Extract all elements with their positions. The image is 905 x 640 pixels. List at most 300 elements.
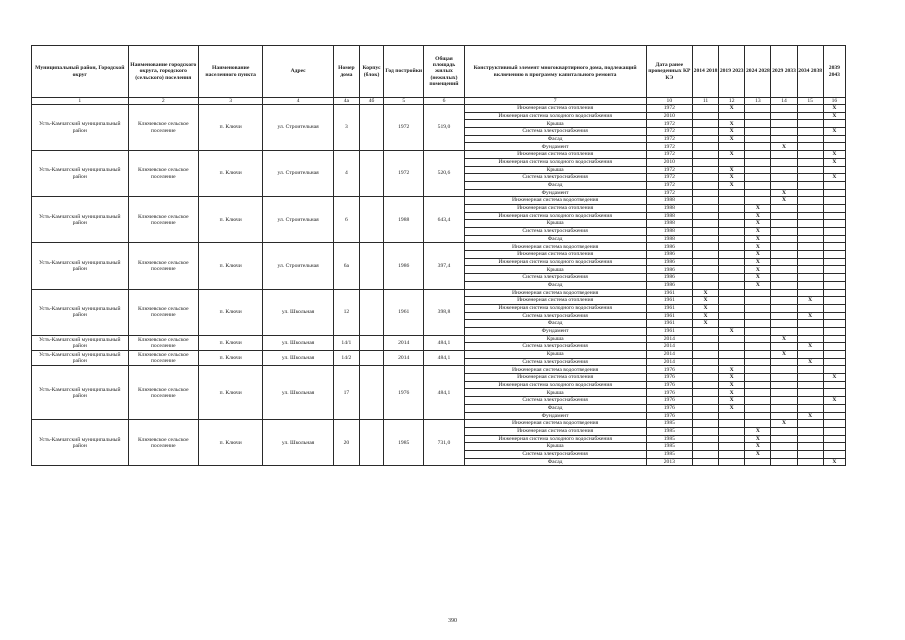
period-mark xyxy=(823,235,845,243)
period-mark xyxy=(719,220,745,228)
table-row xyxy=(32,420,846,428)
municipal-district: Усть-Камчатский муниципальный район xyxy=(32,351,129,366)
period-mark xyxy=(823,412,845,420)
period-mark xyxy=(745,120,771,128)
period-mark xyxy=(771,404,797,412)
municipal-district: Усть-Камчатский муниципальный район xyxy=(32,197,129,243)
period-mark xyxy=(745,297,771,305)
street-address: ул. Школьная xyxy=(263,289,333,335)
period-mark xyxy=(797,420,823,428)
period-mark xyxy=(745,458,771,466)
period-mark: X xyxy=(719,366,745,374)
period-mark xyxy=(797,258,823,266)
period-mark: X xyxy=(823,397,845,405)
period-mark xyxy=(771,312,797,320)
header-mun: Муниципальный район, Городской округ xyxy=(32,46,129,98)
municipal-district: Усть-Камчатский муниципальный район xyxy=(32,366,129,420)
column-number: 12 xyxy=(719,98,745,105)
period-mark xyxy=(823,358,845,366)
total-area: 731,0 xyxy=(424,420,464,466)
capital-repair-table xyxy=(31,45,846,466)
municipal-district: Усть-Камчатский муниципальный район xyxy=(32,420,129,466)
header-settlement: Наименование городского округа, городского (сельского) поселения xyxy=(128,46,198,98)
period-mark xyxy=(692,174,718,182)
period-mark xyxy=(797,251,823,259)
structural-element: Инженерная система отопления xyxy=(464,427,646,435)
period-mark xyxy=(797,235,823,243)
locality: п. Ключи xyxy=(199,420,263,466)
period-mark: X xyxy=(719,128,745,136)
period-mark xyxy=(771,358,797,366)
column-number: 15 xyxy=(797,98,823,105)
column-number: 1 xyxy=(32,98,129,105)
table-body xyxy=(32,105,846,466)
period-mark xyxy=(771,281,797,289)
period-mark: X xyxy=(771,143,797,151)
period-mark xyxy=(745,143,771,151)
period-mark xyxy=(771,212,797,220)
period-mark: X xyxy=(823,151,845,159)
structural-element: Инженерная система отопления xyxy=(464,374,646,382)
period-mark: X xyxy=(745,212,771,220)
period-mark xyxy=(771,235,797,243)
period-mark xyxy=(745,105,771,113)
column-number: 4 xyxy=(263,98,333,105)
period-mark xyxy=(719,281,745,289)
previous-repair-date: 1972 xyxy=(646,143,692,151)
period-mark xyxy=(745,189,771,197)
period-mark: X xyxy=(745,281,771,289)
period-mark xyxy=(692,243,718,251)
previous-repair-date: 1986 xyxy=(646,251,692,259)
settlement: Ключевское сельское поселение xyxy=(128,289,198,335)
municipal-district: Усть-Камчатский муниципальный район xyxy=(32,289,129,335)
period-mark xyxy=(719,420,745,428)
house-number: 6а xyxy=(333,243,359,289)
structural-element: Крыша xyxy=(464,166,646,174)
period-mark xyxy=(797,135,823,143)
period-mark xyxy=(692,220,718,228)
structural-element: Инженерная система холодного водоснабжения xyxy=(464,112,646,120)
structural-element: Фундамент xyxy=(464,327,646,335)
header-area: Общая площадь жилых (нежилых) помещений xyxy=(424,46,464,98)
table-row xyxy=(32,366,846,374)
period-mark xyxy=(692,458,718,466)
period-mark xyxy=(692,443,718,451)
structural-element: Система электроснабжения xyxy=(464,358,646,366)
total-area: 484,1 xyxy=(424,351,464,366)
locality: п. Ключи xyxy=(199,197,263,243)
period-mark xyxy=(719,312,745,320)
period-mark xyxy=(719,251,745,259)
period-mark xyxy=(692,343,718,351)
period-mark xyxy=(692,281,718,289)
previous-repair-date: 1985 xyxy=(646,420,692,428)
period-mark: X xyxy=(745,427,771,435)
previous-repair-date: 1976 xyxy=(646,381,692,389)
header-element: Конструктивный элемент многоквартирного дома, подлежащий включению в программу капитального ремонта xyxy=(464,46,646,98)
period-mark: X xyxy=(823,374,845,382)
period-mark xyxy=(771,128,797,136)
period-mark xyxy=(719,335,745,343)
street-address: ул. Школьная xyxy=(263,420,333,466)
previous-repair-date: 2014 xyxy=(646,358,692,366)
period-mark xyxy=(823,212,845,220)
period-mark: X xyxy=(719,105,745,113)
period-mark xyxy=(797,327,823,335)
period-mark xyxy=(797,458,823,466)
column-number: 5 xyxy=(384,98,424,105)
period-mark: X xyxy=(797,412,823,420)
structural-element: Система электроснабжения xyxy=(464,274,646,282)
period-mark xyxy=(797,320,823,328)
previous-repair-date: 2010 xyxy=(646,112,692,120)
period-mark: X xyxy=(719,135,745,143)
period-mark xyxy=(797,105,823,113)
previous-repair-date: 1961 xyxy=(646,297,692,305)
structural-element: Инженерная система водоотведения xyxy=(464,197,646,205)
period-mark xyxy=(745,389,771,397)
period-mark: X xyxy=(771,335,797,343)
period-mark xyxy=(719,297,745,305)
period-mark xyxy=(771,251,797,259)
period-mark xyxy=(823,404,845,412)
settlement: Ключевское сельское поселение xyxy=(128,351,198,366)
settlement: Ключевское сельское поселение xyxy=(128,366,198,420)
period-mark: X xyxy=(719,327,745,335)
period-mark xyxy=(745,335,771,343)
period-mark xyxy=(745,358,771,366)
structural-element: Инженерная система отопления xyxy=(464,297,646,305)
locality: п. Ключи xyxy=(199,151,263,197)
structural-element: Фундамент xyxy=(464,412,646,420)
period-mark: X xyxy=(745,228,771,236)
house-number: 14/2 xyxy=(333,351,359,366)
period-mark xyxy=(797,427,823,435)
previous-repair-date: 1961 xyxy=(646,312,692,320)
period-mark xyxy=(771,174,797,182)
period-mark xyxy=(719,197,745,205)
structural-element: Инженерная система холодного водоснабжения xyxy=(464,212,646,220)
period-mark xyxy=(823,420,845,428)
period-mark: X xyxy=(745,266,771,274)
period-mark: X xyxy=(692,312,718,320)
structural-element: Крыша xyxy=(464,220,646,228)
previous-repair-date: 1988 xyxy=(646,220,692,228)
municipal-district: Усть-Камчатский муниципальный район xyxy=(32,151,129,197)
period-mark xyxy=(797,128,823,136)
period-mark xyxy=(797,397,823,405)
previous-repair-date: 1972 xyxy=(646,128,692,136)
period-mark xyxy=(692,404,718,412)
period-mark xyxy=(692,450,718,458)
period-mark xyxy=(692,204,718,212)
period-mark: X xyxy=(797,312,823,320)
total-area: 398,8 xyxy=(424,289,464,335)
structural-element: Крыша xyxy=(464,443,646,451)
header-locality: Наименование населенного пункта xyxy=(199,46,263,98)
build-year: 1988 xyxy=(384,197,424,243)
house-number: 3 xyxy=(333,105,359,151)
period-mark xyxy=(771,204,797,212)
corpus xyxy=(359,420,383,466)
period-mark: X xyxy=(719,181,745,189)
period-mark xyxy=(745,174,771,182)
column-number: 6 xyxy=(424,98,464,105)
table-row xyxy=(32,335,846,343)
period-mark xyxy=(771,289,797,297)
structural-element: Инженерная система отопления xyxy=(464,151,646,159)
period-mark xyxy=(823,266,845,274)
build-year: 1985 xyxy=(384,420,424,466)
period-mark: X xyxy=(823,158,845,166)
previous-repair-date: 1976 xyxy=(646,397,692,405)
build-year: 2014 xyxy=(384,351,424,366)
table-row xyxy=(32,197,846,205)
period-mark: X xyxy=(719,389,745,397)
table-row xyxy=(32,351,846,359)
period-mark: X xyxy=(823,458,845,466)
period-mark xyxy=(823,304,845,312)
period-mark xyxy=(771,366,797,374)
structural-element: Крыша xyxy=(464,120,646,128)
previous-repair-date: 1972 xyxy=(646,120,692,128)
period-mark xyxy=(823,427,845,435)
period-mark xyxy=(797,181,823,189)
period-mark xyxy=(823,281,845,289)
period-mark xyxy=(745,397,771,405)
structural-element: Фундамент xyxy=(464,189,646,197)
previous-repair-date: 1976 xyxy=(646,389,692,397)
header-period-3: 2024 2028 xyxy=(745,46,771,98)
locality: п. Ключи xyxy=(199,335,263,350)
period-mark xyxy=(745,420,771,428)
period-mark: X xyxy=(771,351,797,359)
period-mark xyxy=(797,151,823,159)
period-mark: X xyxy=(692,289,718,297)
period-mark xyxy=(692,212,718,220)
period-mark xyxy=(745,197,771,205)
corpus xyxy=(359,105,383,151)
period-mark xyxy=(823,312,845,320)
period-mark xyxy=(692,105,718,113)
period-mark: X xyxy=(771,197,797,205)
period-mark xyxy=(797,443,823,451)
period-mark: X xyxy=(719,374,745,382)
period-mark xyxy=(823,204,845,212)
period-mark: X xyxy=(719,120,745,128)
previous-repair-date: 1976 xyxy=(646,404,692,412)
period-mark xyxy=(719,443,745,451)
period-mark xyxy=(823,243,845,251)
period-mark xyxy=(797,266,823,274)
period-mark xyxy=(745,181,771,189)
column-number: 14 xyxy=(771,98,797,105)
period-mark xyxy=(771,120,797,128)
period-mark xyxy=(719,143,745,151)
period-mark xyxy=(692,128,718,136)
period-mark: X xyxy=(719,404,745,412)
structural-element: Система электроснабжения xyxy=(464,312,646,320)
period-mark xyxy=(771,105,797,113)
settlement: Ключевское сельское поселение xyxy=(128,243,198,289)
period-mark: X xyxy=(823,174,845,182)
period-mark xyxy=(797,351,823,359)
period-mark xyxy=(823,435,845,443)
previous-repair-date: 1961 xyxy=(646,327,692,335)
period-mark xyxy=(797,374,823,382)
period-mark xyxy=(797,281,823,289)
period-mark xyxy=(719,204,745,212)
period-mark xyxy=(771,458,797,466)
locality: п. Ключи xyxy=(199,243,263,289)
street-address: ул. Школьная xyxy=(263,351,333,366)
period-mark xyxy=(823,220,845,228)
period-mark xyxy=(771,381,797,389)
total-area: 484,1 xyxy=(424,335,464,350)
period-mark xyxy=(797,228,823,236)
previous-repair-date: 1972 xyxy=(646,166,692,174)
period-mark: X xyxy=(719,381,745,389)
header-address: Адрес xyxy=(263,46,333,98)
column-number: 7 xyxy=(464,98,646,105)
column-number: 4б xyxy=(359,98,383,105)
structural-element: Фасад xyxy=(464,181,646,189)
period-mark xyxy=(692,197,718,205)
period-mark: X xyxy=(745,450,771,458)
period-mark xyxy=(771,297,797,305)
period-mark xyxy=(823,450,845,458)
period-mark xyxy=(692,166,718,174)
header-period-2: 2019 2023 xyxy=(719,46,745,98)
period-mark: X xyxy=(745,435,771,443)
street-address: ул. Строительная xyxy=(263,151,333,197)
period-mark xyxy=(823,289,845,297)
period-mark xyxy=(745,166,771,174)
period-mark xyxy=(692,266,718,274)
period-mark: X xyxy=(745,243,771,251)
street-address: ул. Строительная xyxy=(263,105,333,151)
period-mark xyxy=(823,297,845,305)
locality: п. Ключи xyxy=(199,105,263,151)
period-mark: X xyxy=(771,420,797,428)
period-mark xyxy=(719,358,745,366)
period-mark xyxy=(823,166,845,174)
table-row xyxy=(32,105,846,113)
period-mark xyxy=(692,258,718,266)
period-mark: X xyxy=(797,358,823,366)
structural-element: Инженерная система отопления xyxy=(464,251,646,259)
settlement: Ключевское сельское поселение xyxy=(128,105,198,151)
period-mark xyxy=(823,366,845,374)
structural-element: Инженерная система холодного водоснабжения xyxy=(464,258,646,266)
period-mark xyxy=(797,435,823,443)
previous-repair-date: 1961 xyxy=(646,320,692,328)
period-mark xyxy=(719,343,745,351)
period-mark xyxy=(823,274,845,282)
previous-repair-date: 1988 xyxy=(646,228,692,236)
period-mark: X xyxy=(692,304,718,312)
period-mark: X xyxy=(719,151,745,159)
period-mark xyxy=(771,258,797,266)
period-mark xyxy=(719,158,745,166)
period-mark xyxy=(719,412,745,420)
street-address: ул. Школьная xyxy=(263,366,333,420)
previous-repair-date: 2014 xyxy=(646,335,692,343)
column-number: 2 xyxy=(128,98,198,105)
period-mark xyxy=(745,289,771,297)
period-mark xyxy=(823,143,845,151)
period-mark xyxy=(797,189,823,197)
column-number-row xyxy=(32,98,846,105)
period-mark xyxy=(719,266,745,274)
period-mark xyxy=(745,112,771,120)
period-mark xyxy=(771,243,797,251)
locality: п. Ключи xyxy=(199,351,263,366)
period-mark xyxy=(692,327,718,335)
house-number: 6 xyxy=(333,197,359,243)
period-mark xyxy=(719,258,745,266)
period-mark xyxy=(745,320,771,328)
build-year: 2014 xyxy=(384,335,424,350)
period-mark xyxy=(797,450,823,458)
previous-repair-date: 1961 xyxy=(646,304,692,312)
column-number: 16 xyxy=(823,98,845,105)
period-mark xyxy=(823,327,845,335)
previous-repair-date: 1961 xyxy=(646,289,692,297)
previous-repair-date: 1986 xyxy=(646,281,692,289)
period-mark xyxy=(692,181,718,189)
street-address: ул. Строительная xyxy=(263,197,333,243)
structural-element: Крыша xyxy=(464,335,646,343)
previous-repair-date: 1988 xyxy=(646,235,692,243)
period-mark xyxy=(719,228,745,236)
period-mark xyxy=(692,366,718,374)
period-mark xyxy=(823,320,845,328)
house-number: 4 xyxy=(333,151,359,197)
period-mark xyxy=(745,374,771,382)
previous-repair-date: 1988 xyxy=(646,204,692,212)
period-mark xyxy=(692,120,718,128)
period-mark: X xyxy=(745,258,771,266)
period-mark xyxy=(745,304,771,312)
period-mark xyxy=(797,120,823,128)
previous-repair-date: 1972 xyxy=(646,181,692,189)
period-mark: X xyxy=(797,343,823,351)
corpus xyxy=(359,151,383,197)
period-mark xyxy=(692,158,718,166)
previous-repair-date: 1976 xyxy=(646,366,692,374)
period-mark: X xyxy=(692,320,718,328)
period-mark xyxy=(771,327,797,335)
previous-repair-date: 1986 xyxy=(646,258,692,266)
period-mark xyxy=(771,320,797,328)
period-mark xyxy=(692,435,718,443)
structural-element: Система электроснабжения xyxy=(464,343,646,351)
table-row xyxy=(32,289,846,297)
previous-repair-date: 1972 xyxy=(646,174,692,182)
period-mark xyxy=(692,274,718,282)
structural-element: Инженерная система холодного водоснабжения xyxy=(464,435,646,443)
period-mark xyxy=(823,343,845,351)
settlement: Ключевское сельское поселение xyxy=(128,197,198,243)
period-mark xyxy=(692,151,718,159)
total-area: 484,1 xyxy=(424,366,464,420)
header-period-5: 2034 2038 xyxy=(797,46,823,98)
period-mark xyxy=(771,343,797,351)
period-mark xyxy=(692,358,718,366)
total-area: 397,4 xyxy=(424,243,464,289)
